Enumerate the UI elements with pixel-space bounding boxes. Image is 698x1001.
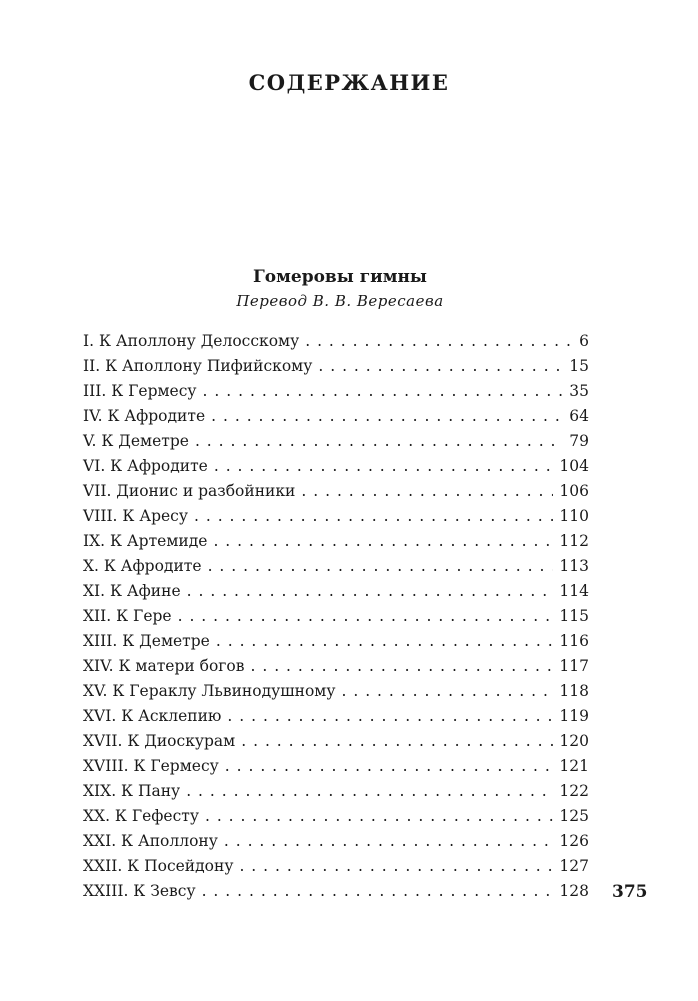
section-subtitle: Перевод В. В. Вересаева xyxy=(236,292,444,310)
toc-entry-title: X. К Афродите xyxy=(83,557,202,575)
table-of-contents xyxy=(83,329,589,904)
toc-entry-page: 120 xyxy=(559,732,589,750)
toc-leader-dots xyxy=(203,379,564,404)
toc-entry-page: 114 xyxy=(559,582,589,600)
toc-entry[interactable] xyxy=(83,879,589,904)
toc-leader-dots xyxy=(216,629,554,654)
toc-leader-dots xyxy=(225,754,554,779)
toc-entry-title: XIX. К Пану xyxy=(83,782,181,800)
toc-entry-page: 121 xyxy=(559,757,589,775)
toc-entry-page: 126 xyxy=(559,832,589,850)
toc-entry[interactable] xyxy=(83,679,589,704)
toc-entry[interactable] xyxy=(83,554,589,579)
toc-entry-title: IV. К Афродите xyxy=(83,407,206,425)
toc-entry[interactable] xyxy=(83,654,589,679)
toc-entry-title: VII. Дионис и разбойники xyxy=(83,482,296,500)
toc-entry-page: 104 xyxy=(559,457,589,475)
toc-entry[interactable] xyxy=(83,779,589,804)
toc-leader-dots xyxy=(208,554,554,579)
toc-entry[interactable] xyxy=(83,579,589,604)
toc-leader-dots xyxy=(227,704,553,729)
toc-entry-page: 116 xyxy=(559,632,589,650)
toc-entry-title: XXIII. К Зевсу xyxy=(83,882,196,900)
toc-entry-page: 128 xyxy=(559,882,589,900)
toc-entry[interactable] xyxy=(83,429,589,454)
toc-entry-page: 106 xyxy=(559,482,589,500)
toc-entry-page: 122 xyxy=(559,782,589,800)
toc-leader-dots xyxy=(194,504,553,529)
toc-entry-page: 115 xyxy=(559,607,589,625)
toc-entry[interactable] xyxy=(83,829,589,854)
toc-entry-title: II. К Аполлону Пифийскому xyxy=(83,357,313,375)
toc-entry-title: XII. К Гере xyxy=(83,607,172,625)
toc-entry-title: VIII. К Аресу xyxy=(83,507,188,525)
toc-entry-page: 125 xyxy=(559,807,589,825)
toc-entry[interactable] xyxy=(83,454,589,479)
toc-entry-title: III. К Гермесу xyxy=(83,382,197,400)
toc-leader-dots xyxy=(239,854,553,879)
toc-entry[interactable] xyxy=(83,704,589,729)
toc-leader-dots xyxy=(202,879,554,904)
toc-entry-title: V. К Деметре xyxy=(83,432,189,450)
toc-entry-title: VI. К Афродите xyxy=(83,457,208,475)
toc-entry-title: XIII. К Деметре xyxy=(83,632,210,650)
toc-entry-title: XXII. К Посейдону xyxy=(83,857,234,875)
toc-entry[interactable] xyxy=(83,504,589,529)
toc-entry-page: 113 xyxy=(559,557,589,575)
toc-entry[interactable] xyxy=(83,404,589,429)
toc-entry-page: 64 xyxy=(569,407,589,425)
toc-entry-title: XVII. К Диоскурам xyxy=(83,732,236,750)
page-heading: СОДЕРЖАНИЕ xyxy=(248,70,450,95)
toc-entry-title: XVI. К Асклепию xyxy=(83,707,222,725)
toc-entry-page: 118 xyxy=(559,682,589,700)
toc-leader-dots xyxy=(211,404,563,429)
toc-entry[interactable] xyxy=(83,854,589,879)
toc-entry-title: XXI. К Аполлону xyxy=(83,832,218,850)
toc-entry-title: XX. К Гефесту xyxy=(83,807,199,825)
toc-leader-dots xyxy=(301,479,553,504)
toc-entry[interactable] xyxy=(83,804,589,829)
toc-leader-dots xyxy=(178,604,554,629)
toc-entry-title: XI. К Афине xyxy=(83,582,181,600)
toc-entry[interactable] xyxy=(83,529,589,554)
toc-entry-title: XIV. К матери богов xyxy=(83,657,245,675)
toc-leader-dots xyxy=(251,654,554,679)
toc-entry-title: XV. К Гераклу Львинодушному xyxy=(83,682,336,700)
toc-entry-page: 35 xyxy=(569,382,589,400)
section-title: Гомеровы гимны xyxy=(253,267,427,287)
toc-entry-page: 15 xyxy=(569,357,589,375)
toc-entry-title: IX. К Артемиде xyxy=(83,532,208,550)
toc-leader-dots xyxy=(305,329,573,354)
toc-entry[interactable] xyxy=(83,354,589,379)
toc-entry-page: 127 xyxy=(559,857,589,875)
toc-leader-dots xyxy=(224,829,554,854)
toc-leader-dots xyxy=(195,429,563,454)
toc-entry-page: 110 xyxy=(559,507,589,525)
toc-entry[interactable] xyxy=(83,729,589,754)
toc-leader-dots xyxy=(241,729,553,754)
toc-leader-dots xyxy=(205,804,553,829)
toc-leader-dots xyxy=(318,354,563,379)
toc-leader-dots xyxy=(341,679,553,704)
toc-entry[interactable] xyxy=(83,629,589,654)
page-number: 375 xyxy=(612,882,648,902)
toc-entry[interactable] xyxy=(83,604,589,629)
toc-entry-page: 6 xyxy=(579,332,589,350)
toc-entry-page: 79 xyxy=(569,432,589,450)
toc-leader-dots xyxy=(187,579,554,604)
toc-entry-title: XVIII. К Гермесу xyxy=(83,757,219,775)
toc-leader-dots xyxy=(186,779,553,804)
toc-entry[interactable] xyxy=(83,479,589,504)
toc-leader-dots xyxy=(213,529,553,554)
toc-entry-page: 112 xyxy=(559,532,589,550)
toc-entry[interactable] xyxy=(83,329,589,354)
toc-leader-dots xyxy=(214,454,554,479)
toc-entry-page: 117 xyxy=(559,657,589,675)
toc-entry-title: I. К Аполлону Делосскому xyxy=(83,332,300,350)
toc-entry[interactable] xyxy=(83,754,589,779)
toc-entry-page: 119 xyxy=(559,707,589,725)
toc-entry[interactable] xyxy=(83,379,589,404)
